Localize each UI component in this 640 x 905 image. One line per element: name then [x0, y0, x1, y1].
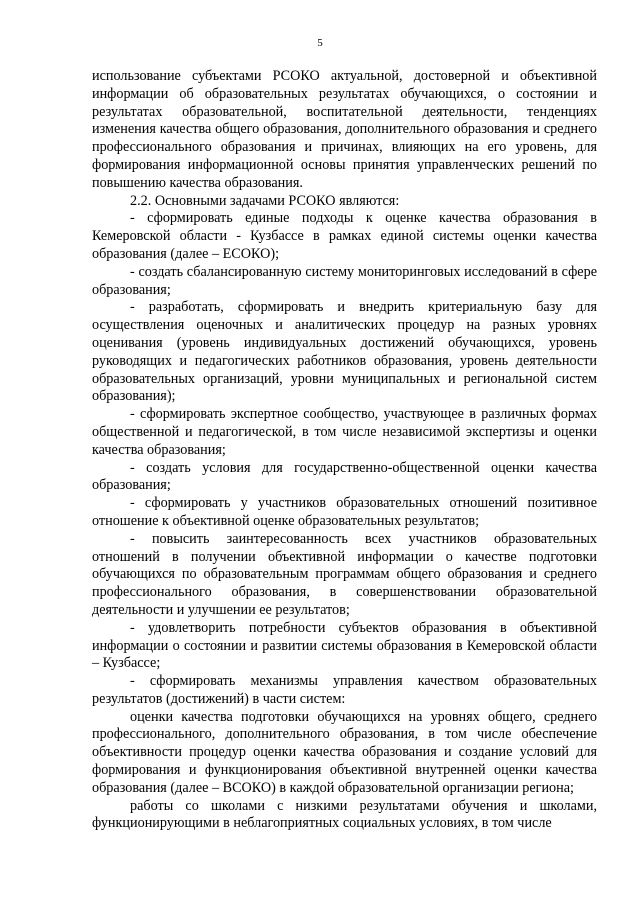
paragraph-task-increase-interest: - повысить заинтересованность всех участников образовательных отношений в получении объективной информации о качестве подготовки обучающихся по образовательным программам общего образования и среднего профессионального образования, в совершенствовании образовательной деятельности и улучшении ее результатов; [92, 530, 597, 618]
paragraph-task-unified-approaches: - сформировать единые подходы к оценке качества образования в Кемеровской области - Кузбассе в рамках единой системы оценки качества образования (далее – ЕСОКО); [92, 210, 597, 262]
paragraph-task-expert-community: - сформировать экспертное сообщество, участвующее в различных формах общественной и педагогической, в том числе независимой экспертизы и оценки качества образования; [92, 406, 597, 458]
document-body [92, 68, 597, 833]
paragraph-task-criteria-base: - разработать, сформировать и внедрить критериальную базу для осуществления оценочных и аналитических процедур на разных уровнях оценивания (уровень индивидуальных достижений обучающихся, уровень руководящих и педагогических работников образования, уровень деятельности образовательных организаций, уровни муниципальных и региональной систем образования); [92, 299, 597, 405]
page-number: 5 [317, 37, 323, 49]
paragraph-task-positive-attitude: - сформировать у участников образовательных отношений позитивное отношение к объективной оценке образовательных результатов; [92, 495, 597, 529]
paragraph-task-management-mechanisms: - сформировать механизмы управления качеством образовательных результатов (достижений) в части систем: [92, 673, 597, 707]
paragraph-task-public-assessment: - создать условия для государственно-общественной оценки качества образования; [92, 459, 597, 494]
paragraph-tasks-heading: 2.2. Основными задачами РСОКО являются: [130, 192, 400, 209]
paragraph-task-satisfy-needs: - удовлетворить потребности субъектов образования в объективной информации о состоянии и развитии системы образования в Кемеровской области – Кузбассе; [92, 619, 597, 672]
paragraph-low-results-schools: работы со школами с низкими результатами обучения и школами, функционирующими в неблагоприятных социальных условиях, в том числе [92, 797, 597, 832]
paragraph-task-monitoring-system: - создать сбалансированную систему мониторинговых исследований в сфере образования; [92, 263, 597, 298]
paragraph-goal-continuation: использование субъектами РСОКО актуальной, достоверной и объективной информации об образовательных результатах обучающихся, о состоянии и результатах образовательной, воспитательной деятельности, тенденциях изменения качества общего образования, дополнительного образования и среднего профессионального образования и причинах, влияющих на его уровень, для формирования информационной основы принятия управленческих решений по повышению качества образования. [92, 68, 597, 191]
paragraph-assessment-quality: оценки качества подготовки обучающихся на уровнях общего, среднего профессионального, дополнительного образования, в том числе обеспечение объективности процедур оценки качества образования и создание условий для формирования и функционирования объективной внутренней оценки качества образования (далее – ВСОКО) в каждой образовательной организации региона; [92, 708, 597, 796]
